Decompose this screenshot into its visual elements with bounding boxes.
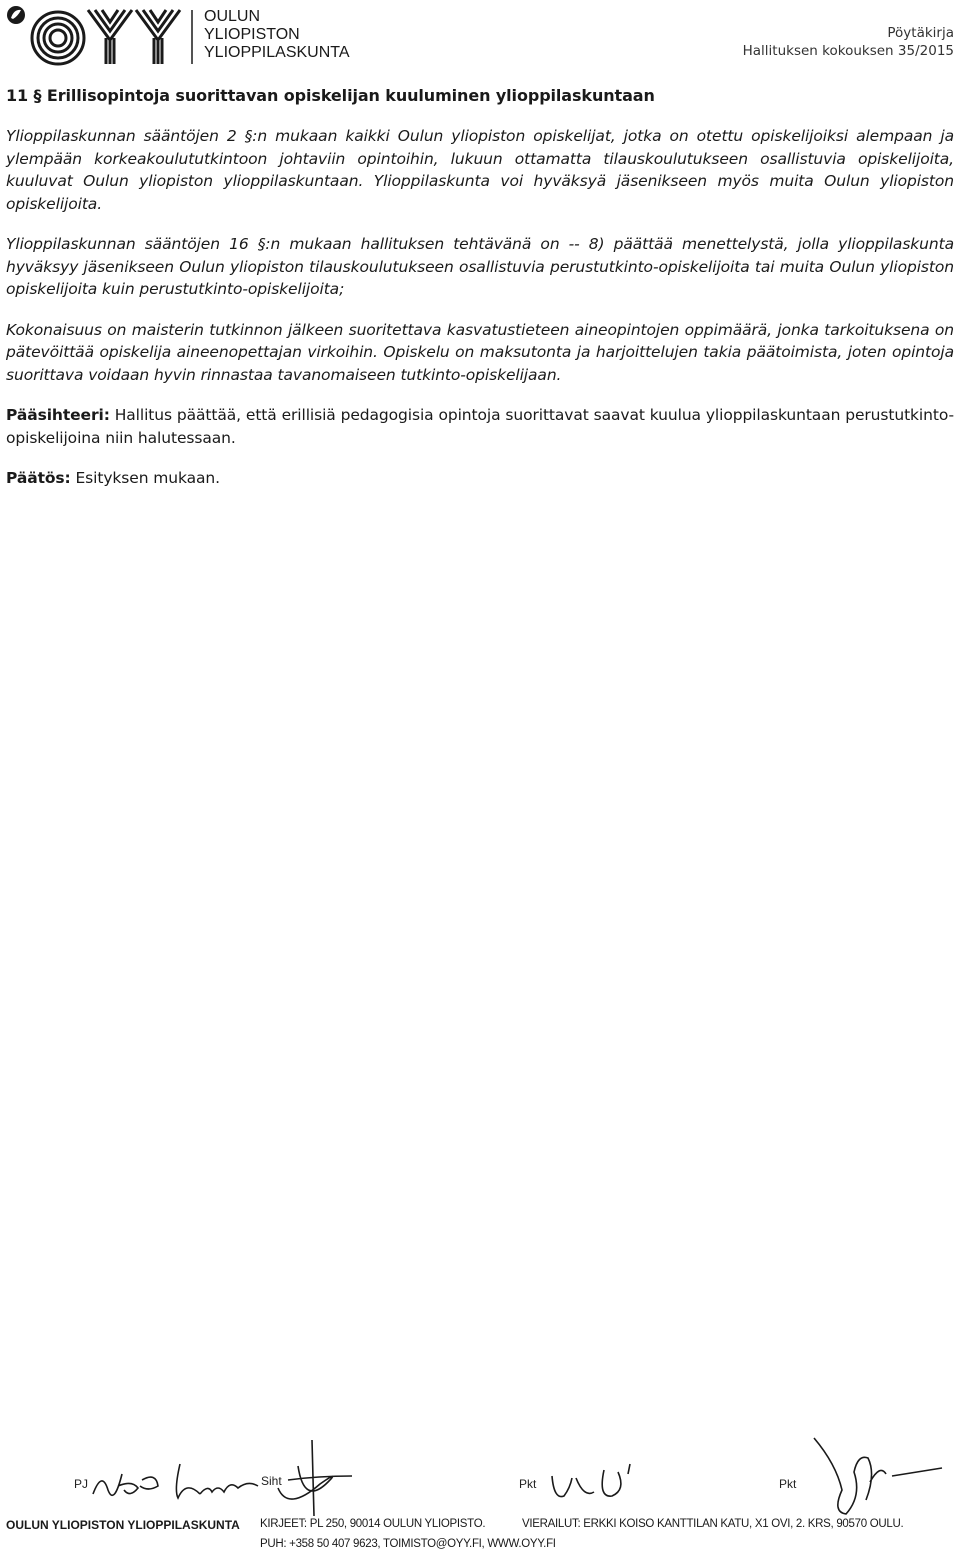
- logo-wordmark: [204, 8, 350, 62]
- document-header: [743, 24, 954, 60]
- footer-contact: PUH: +358 50 407 9623, TOIMISTO@OYY.FI, WWW.OYY.FI: [260, 1538, 556, 1550]
- secretary-signature: [268, 1436, 358, 1522]
- pkt-label-1: Pkt: [519, 1477, 537, 1491]
- meeting-number: Hallituksen kokouksen 35/2015: [742, 43, 954, 59]
- footer-visiting-address: VIERAILUT: ERKKI KOISO KANTTILAN KATU, X1 OVI, 2. KRS, 90570 OULU.: [522, 1518, 904, 1530]
- decision-text: Esityksen mukaan.: [70, 469, 220, 487]
- logo-line-2: YLIOPISTON: [204, 26, 300, 43]
- document-type: Pöytäkirja: [887, 25, 954, 41]
- footer-organization: OULUN YLIOPISTON YLIOPPILASKUNTA: [6, 1518, 240, 1532]
- siht-label: Siht: [261, 1474, 282, 1488]
- chair-signature: [88, 1450, 273, 1510]
- paragraph-rules-2: Ylioppilaskunnan sääntöjen 2 §:n mukaan kaikki Oulun yliopiston opiskelijat, jotka on otettu opiskelijoiksi alempaan ja ylempään korkeakoulututkintoon johtaviin opintoihin, lukuun ottamatta tilauskoulutukseen osallistuvia opiskelijoita, kuuluvat Oulun yliopiston ylioppilaskuntaan. Ylioppilaskunta voi hyväksyä jäsenikseen myös muita Oulun yliopiston opiskelijoita.: [6, 127, 954, 213]
- footer-mail-address: KIRJEET: PL 250, 90014 OULUN YLIOPISTO.: [260, 1518, 486, 1530]
- pkt-label-2: Pkt: [779, 1477, 797, 1491]
- oyy-logo: [6, 4, 196, 66]
- decision-label: Päätös:: [6, 469, 71, 487]
- paragraph-decision: [6, 467, 954, 490]
- verifier-2-signature: [810, 1434, 950, 1526]
- proposal-text: Hallitus päättää, että erillisiä pedagogisia opintoja suorittavat saavat kuulua ylioppilaskuntaan perustutkinto-opiskelijoina niin halutessaan.: [6, 406, 954, 447]
- paragraph-proposal: [6, 404, 954, 449]
- paragraph-background: Kokonaisuus on maisterin tutkinnon jälkeen suoritettava kasvatustieteen aineopintojen oppimäärä, jonka tarkoituksena on pätevöittää opiskelija aineenopettajan virkoihin. Opiskelu on maksutonta ja harjoittelujen takia päätoimista, joten opintoja suorittava voidaan hyvin rinnastaa tavanomaiseen tutkinto-opiskelijaan.: [6, 320, 954, 384]
- section-title: 11 § Erillisopintoja suorittavan opiskelijan kuuluminen ylioppilaskuntaan: [6, 86, 655, 105]
- logo-line-3: YLIOPPILASKUNTA: [204, 44, 350, 61]
- pj-label: PJ: [74, 1477, 89, 1491]
- document-body: [6, 125, 954, 508]
- logo-line-1: OULUN: [204, 8, 261, 25]
- verifier-1-signature: [546, 1458, 646, 1508]
- paragraph-rules-16: Ylioppilaskunnan sääntöjen 16 §:n mukaan hallituksen tehtävänä on -- 8) päättää menettelystä, jolla ylioppilaskunta hyväksyy jäsenikseen Oulun yliopiston tilauskoulutukseen osallistuvia perustutkinto-opiskelijoita tai muita Oulun yliopiston opiskelijoita kuin perustutkinto-opiskelijoita;: [6, 235, 954, 298]
- proposal-label: Pääsihteeri:: [6, 406, 110, 424]
